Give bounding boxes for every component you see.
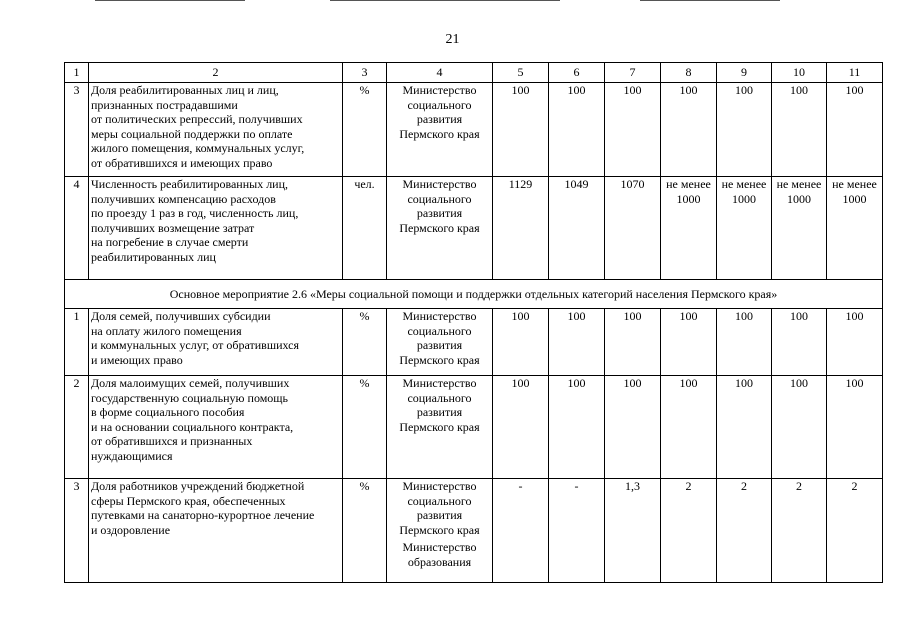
value-cell xyxy=(827,479,883,583)
value-line: 100 xyxy=(790,83,808,97)
indicator-name xyxy=(89,83,343,177)
organization-name xyxy=(389,177,490,235)
value-line: 1000 xyxy=(842,191,867,206)
indicator-name xyxy=(89,309,343,376)
indicator-name-line: сферы Пермского края, обеспеченных xyxy=(91,493,286,508)
value-cell xyxy=(605,83,661,177)
column-number-cell: 9 xyxy=(717,63,772,83)
value-line: 1129 xyxy=(508,177,533,191)
scan-edge-line-right xyxy=(640,0,780,1)
responsible-organization xyxy=(387,479,493,583)
value-line: 100 xyxy=(735,309,753,323)
value-line: - xyxy=(574,479,579,493)
value-line: 100 xyxy=(623,83,642,97)
indicators-table xyxy=(64,62,883,583)
value-line: 100 xyxy=(511,309,530,323)
organization-name-line: социального xyxy=(407,323,472,338)
indicator-name-line: получивших возмещение затрат xyxy=(91,220,255,235)
value-line: 100 xyxy=(679,309,698,323)
value-cell xyxy=(493,376,549,479)
value-cell xyxy=(717,309,772,376)
indicator-name-line: государственную социальную помощь xyxy=(91,390,289,405)
value-cell xyxy=(549,309,605,376)
value-cell xyxy=(772,376,827,479)
value-cell xyxy=(661,83,717,177)
value-cell xyxy=(717,479,772,583)
column-number-cell: 4 xyxy=(387,63,493,83)
value-cell xyxy=(661,376,717,479)
indicator-name-line: Доля семей, получивших субсидии xyxy=(91,309,271,323)
unit-of-measure: % xyxy=(343,376,387,479)
responsible-organization xyxy=(387,83,493,177)
responsible-organization xyxy=(387,309,493,376)
column-number-row xyxy=(65,63,883,83)
indicator-name-line: Доля реабилитированных лиц и лиц, xyxy=(91,83,279,97)
indicator-name-line: от политических репрессий, получивших xyxy=(91,112,303,127)
value-cell xyxy=(605,177,661,280)
indicator-name-line: на оплату жилого помещения xyxy=(91,323,242,338)
indicator-name-line: по проезду 1 раз в год, численность лиц, xyxy=(91,206,299,221)
indicator-name xyxy=(89,479,343,583)
indicator-name-line: и коммунальных услуг, от обратившихся xyxy=(91,338,299,353)
value-line: - xyxy=(518,479,523,493)
value-line: 100 xyxy=(623,376,642,390)
organization-name-line: Министерство xyxy=(402,479,477,493)
indicator-name-line: в форме социального пособия xyxy=(91,405,245,420)
scan-edge-line-left xyxy=(95,0,245,1)
value-cell xyxy=(827,309,883,376)
table-row xyxy=(65,479,883,583)
unit-of-measure: % xyxy=(343,309,387,376)
indicator-name-line: реабилитированных лиц xyxy=(91,249,216,264)
organization-name-line: социального xyxy=(407,493,472,508)
organization-name-line: Министерство xyxy=(402,540,477,555)
indicator-name-line: от обратившихся и имеющих право xyxy=(91,155,273,170)
value-cell xyxy=(772,479,827,583)
value-line: 1070 xyxy=(620,177,645,191)
value-line: не менее xyxy=(832,177,877,191)
organization-name xyxy=(389,83,490,141)
value-line: 1000 xyxy=(676,191,701,206)
organization-name-line: образования xyxy=(407,554,472,569)
value-line: не менее xyxy=(721,177,767,191)
value-line: 100 xyxy=(567,376,586,390)
value-cell xyxy=(549,479,605,583)
organization-name xyxy=(389,540,490,569)
organization-name-line: Министерство xyxy=(402,177,477,191)
value-cell xyxy=(772,83,827,177)
value-cell xyxy=(827,83,883,177)
value-line: не менее xyxy=(776,177,822,191)
value-cell xyxy=(772,177,827,280)
value-line: 100 xyxy=(735,376,753,390)
row-number: 2 xyxy=(65,376,89,479)
value-line: 2 xyxy=(851,479,858,493)
row-number: 3 xyxy=(65,479,89,583)
value-cell xyxy=(493,177,549,280)
value-line: 1000 xyxy=(732,191,756,206)
value-cell xyxy=(493,309,549,376)
value-line: 100 xyxy=(511,376,530,390)
responsible-organization xyxy=(387,177,493,280)
column-number-cell: 5 xyxy=(493,63,549,83)
indicator-name-line: и имеющих право xyxy=(91,352,183,367)
value-line: 100 xyxy=(679,376,698,390)
value-line: 100 xyxy=(511,83,530,97)
section-row xyxy=(65,280,883,309)
indicator-name-line: Численность реабилитированных лиц, xyxy=(91,177,289,191)
column-number-cell: 11 xyxy=(827,63,883,83)
row-number: 3 xyxy=(65,83,89,177)
column-number-cell: 6 xyxy=(549,63,605,83)
organization-name xyxy=(389,376,490,434)
value-line: 100 xyxy=(735,83,753,97)
indicator-name-line: от обратившихся и признанных xyxy=(91,434,253,449)
indicator-name-line: и на основании социального контракта, xyxy=(91,419,294,434)
value-cell xyxy=(717,376,772,479)
unit-of-measure: % xyxy=(343,83,387,177)
value-line: 2 xyxy=(741,479,747,493)
value-line: 100 xyxy=(790,309,808,323)
indicator-name-line: на погребение в случае смерти xyxy=(91,235,249,250)
column-number-cell: 3 xyxy=(343,63,387,83)
value-cell xyxy=(827,177,883,280)
table-row xyxy=(65,376,883,479)
indicator-name-line: Доля работников учреждений бюджетной xyxy=(91,479,305,493)
indicator-name-line: и оздоровление xyxy=(91,522,171,537)
row-number: 1 xyxy=(65,309,89,376)
organization-name-line: развития xyxy=(416,405,463,420)
value-line: 100 xyxy=(679,83,698,97)
table-row xyxy=(65,177,883,280)
organization-name-line: Пермского края xyxy=(399,126,480,141)
column-number-cell: 1 xyxy=(65,63,89,83)
value-line: 100 xyxy=(567,309,586,323)
value-cell xyxy=(661,177,717,280)
value-cell xyxy=(493,479,549,583)
organization-name-line: социального xyxy=(407,390,472,405)
indicator-name xyxy=(89,177,343,280)
organization-name-line: развития xyxy=(416,508,463,523)
value-line: 2 xyxy=(796,479,802,493)
value-cell xyxy=(549,177,605,280)
organization-name-line: Министерство xyxy=(402,309,477,323)
value-line: 100 xyxy=(567,83,586,97)
indicator-name-line: путевками на санаторно-курортное лечение xyxy=(91,508,315,523)
value-line: не менее xyxy=(666,177,711,191)
column-number-cell: 10 xyxy=(772,63,827,83)
value-line: 100 xyxy=(845,83,864,97)
page-number: 21 xyxy=(445,32,460,47)
section-title: Основное мероприятие 2.6 «Меры социальной помощи и поддержки отдельных категорий населения Пермского края» xyxy=(65,280,883,309)
organization-name-line: Министерство xyxy=(402,83,477,97)
value-cell xyxy=(827,376,883,479)
value-cell xyxy=(661,479,717,583)
organization-name xyxy=(389,309,490,367)
indicator-name-line: нуждающимися xyxy=(91,448,173,463)
column-number-cell: 2 xyxy=(89,63,343,83)
value-line: 1000 xyxy=(787,191,811,206)
value-line: 1049 xyxy=(564,177,589,191)
table-row xyxy=(65,83,883,177)
organization-name-line: социального xyxy=(407,191,472,206)
row-number: 4 xyxy=(65,177,89,280)
value-line: 100 xyxy=(623,309,642,323)
value-line: 1,3 xyxy=(625,479,640,493)
value-line: 2 xyxy=(685,479,692,493)
organization-name-line: социального xyxy=(407,97,472,112)
organization-name-line: развития xyxy=(416,338,463,353)
organization-name-line: развития xyxy=(416,206,463,221)
indicator-name-line: жилого помещения, коммунальных услуг, xyxy=(91,141,305,156)
scan-edge-line-mid xyxy=(330,0,560,1)
value-cell xyxy=(549,376,605,479)
organization-name-line: Министерство xyxy=(402,376,477,390)
value-cell xyxy=(605,376,661,479)
indicator-name-line: меры социальной поддержки по оплате xyxy=(91,126,293,141)
value-cell xyxy=(717,83,772,177)
value-cell xyxy=(549,83,605,177)
unit-of-measure: % xyxy=(343,479,387,583)
value-cell xyxy=(605,479,661,583)
column-number-cell: 8 xyxy=(661,63,717,83)
value-cell xyxy=(772,309,827,376)
value-line: 100 xyxy=(845,309,864,323)
table-row xyxy=(65,309,883,376)
value-cell xyxy=(661,309,717,376)
value-cell xyxy=(493,83,549,177)
value-line: 100 xyxy=(845,376,864,390)
organization-name-line: Пермского края xyxy=(399,522,480,537)
organization-name-line: Пермского края xyxy=(399,352,480,367)
organization-name xyxy=(389,479,490,537)
indicator-name xyxy=(89,376,343,479)
value-cell xyxy=(605,309,661,376)
responsible-organization xyxy=(387,376,493,479)
organization-name-line: Пермского края xyxy=(399,220,480,235)
value-line: 100 xyxy=(790,376,808,390)
column-number-cell: 7 xyxy=(605,63,661,83)
indicator-name-line: признанных пострадавшими xyxy=(91,97,238,112)
organization-name-line: Пермского края xyxy=(399,419,480,434)
organization-name-line: развития xyxy=(416,112,463,127)
value-cell xyxy=(717,177,772,280)
indicator-name-line: получивших компенсацию расходов xyxy=(91,191,276,206)
indicator-name-line: Доля малоимущих семей, получивших xyxy=(91,376,290,390)
unit-of-measure: чел. xyxy=(343,177,387,280)
